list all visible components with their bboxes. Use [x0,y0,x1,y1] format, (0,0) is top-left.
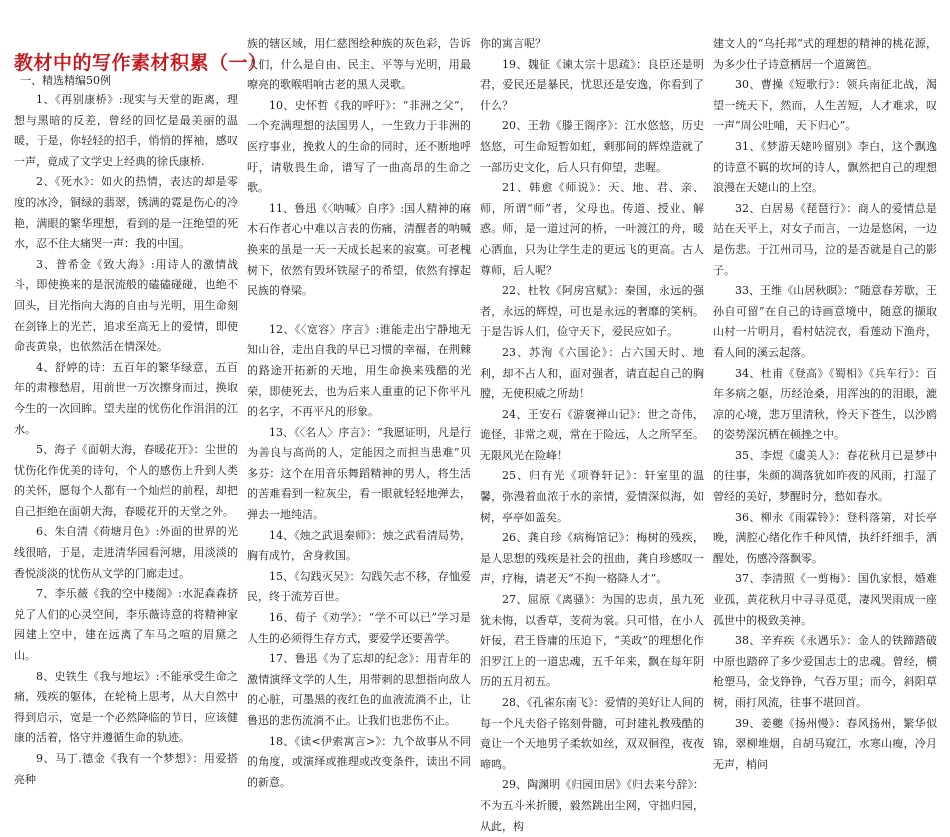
entry: 1、《再别康桥》:现实与天堂的距离，理想与黑暗的反差，曾经的回忆是最美丽的温暖，于是，你轻轻的招手，悄悄的挥袖，感叹一声，竟成了文学史上经典的徐氏康桥. [14,93,238,168]
column-2 [247,34,471,789]
entry: 34、杜甫《登高》《蜀相》《兵车行》：百年多病之躯，历经沧桑，用浑浊的的泪眼，漉凉的心境，悲万里清秋，怜天下苍生，以沙鸥的姿势深沉栖在顿挫之中。 [713,366,937,442]
entry: 3、普希金《致大海》:用诗人的激情战斗，即使换来的是泯流般的磕磕碰碰，也绝不回头，目光指向大海的自由与光明，用生命刻在剑锋上的光芒，追求至高无上的爱情，即使命丧黄泉，也依然活在情深处。 [14,257,238,354]
entry: 14、《烛之武退秦师》：烛之武看清局势，胸有成竹，舍身救国。 [247,528,471,563]
entry: 39、姜夔《扬州慢》：春风扬州，繁华似锦，翠柳堆烟，自胡马窥江，水寒山瘦，冷月无声，梢问 [713,716,937,771]
entry: 24、王安石《游褒禅山记》：世之奇伟，诡怪，非常之观，常在于险远，人之所罕至。无限风光在险峰！ [480,407,704,462]
entry: 30、曹操《短歌行》：领兵南征北战，渴望一统天下，然而，人生苦短，人才难求，叹一声“周公吐哺，天下归心”。 [713,78,937,133]
entry: 37、李清照《一剪梅》：国仇家恨，婚难业孤，黄花秋月中寻寻觅觅，凄风哭雨成一座孤世中的极致美神。 [713,572,937,627]
entry: 8、史铁生《我与地坛》:不能承受生命之痛，残疾的躯体，在轮椅上思考，从大自然中得到启示，宽是一个必然降临的节日，应该健康的活着，恪守并遵循生命的轨迹。 [14,669,238,745]
entry: 5、海子《面朝大海，春暖花开》：尘世的忧伤化作优美的诗句，个人的感伤上升到人类的关怀，愿每个人都有一个灿烂的前程，却把自己拒绝在面朝大海，春暖花开的天堂之外。 [14,443,238,518]
entry: 18、《读<伊索寓言>》：九个故事从不同的角度，或演绎或推理或改变条件，读出不同的新意。 [247,734,471,789]
entry: 35、李煜《虞美人》：春花秋月已是梦中的往事，朱颜的凋落犹如昨夜的风雨，打湿了曾经的美好，梦醒时分，愁如春水。 [713,448,937,504]
column-3 [480,34,704,833]
entry: 26、龚自珍《病梅馆记》：梅树的残疾，是人思想的残疾是社会的扭曲，龚自珍感叹一声，疗梅，请老天“不拘一格降人才”。 [480,531,704,586]
entry: 27、屈原《离骚》：为国的忠贞，虽九死犹未悔，以香草，芰荷为裳。只可惜，在小人奸佞，君王昏庸的压迫下，“美政”的理想化作汨罗江上的一道忠魂，五千年来，飘在每年阴历的五月初五。 [480,593,704,689]
entry: 10、史怀哲《我的呼吁》：“非洲之父”，一个充满理想的法国男人，一生致力于非洲的医疗事业，挽救人的生命的同时，还不断地呼吁，请敬畏生命，谱写了一曲高昂的生命之歌。 [247,98,471,195]
entry: 16、荀子《劝学》：“学不可以已”学习是人生的必须得生存方式，要爱学还要善学。 [247,611,471,645]
entry-continuation: 你的寓言呢？ [480,37,546,50]
entry-continuation: 建文人的“乌托邦”式的理想的精神的桃花源，为多少仕子诗意栖居一个道篱笆。 [713,37,937,71]
entry: 22、杜牧《阿房宫赋》：秦国，永远的强者，永远的辉煌，可也是永远的奢靡的笑柄。于是告诉人们，俭守天下，爱民应如子。 [480,284,704,339]
entry: 15、《勾践灭吴》：勾践矢志不移，存恤爱民，终于流芳百世。 [247,569,471,604]
section-subtitle: 一、精选精编50例 [20,74,111,87]
entry: 21、韩愈《师说》：天、地、君、亲、师，所谓“师”者，父母也。传道、授业、解惑。师，是一道过河的桥，一叶渡江的舟，暖心洒血，只为让学生走的更远飞的更高。古人尊师，后人呢？ [480,181,704,277]
entry: 32、白居易《琵琶行》：商人的爱情总是站在天平上，对女子而言，一边是悠闲，一边是伤悲。于江州司马，泣的是否就是自己的影子。 [713,201,937,277]
entry: 20、王勃《滕王阁序》：江水悠悠，历史悠悠，可生命短暂如虹，剩那间的辉煌造就了一部历史文化，后人只有仰望，悲喔。 [480,119,704,174]
entry: 4、舒婷的诗：五百年的繁华绿意，五百年的肃穆愁眉，用前世一万次擦身而过，换取今生的一次回眸。望夫崖的忧伤化作涓涓的江水。 [14,360,238,436]
entry: 36、柳永《雨霖铃》：登科落第，对长亭晚，满腔心绪化作千种风情，执纤纤细手，洒醒处，伤感冷落飘零。 [713,510,937,565]
entry: 17、鲁迅《为了忘却的纪念》：用青年的激情演绎文学的人生，用带刺的思想指向敌人的心脏，可墨黑的夜红色的血液流淌不止，让鲁迅的悲伤流淌不止。让我们也悲伤不止。 [247,652,471,727]
entry: 12、《〈宽容〉序言》:谁能走出宁静地无知山谷，走出自我的早已习惯的幸福，在荆棘的路途开拓新的天地，用生命换来残酷的光荣，即使死去，也为后来人重重的记下你平凡的名字，不再平凡的形象。 [247,322,471,419]
entry: 19、魏征《谏太宗十思疏》：良臣还是明君，爱民还是暴民，忧思还是安逸，你看到了什么？ [480,57,704,112]
entry: 9、马丁.德金《我有一个梦想》：用爱搭亮种 [14,752,238,786]
column-1 [14,34,238,786]
entry: 7、李乐薇《我的空中楼阁》:水泥森森挤兑了人们的心灵空间，李乐薇诗意的将精神家园建上空中，建在远离了车马之喧的眉黛之山。 [14,587,238,663]
entry: 23、苏洵《六国论》：占六国天时、地利，却不占人和，面对强者，请直起自己的胸膛，无使积威之所劫！ [480,345,704,401]
entry: 11、鲁迅《〈呐喊〉自序》:国人精神的麻木石作者心中难以言表的伤痛，清醒者的呐喊换来的虽是一天一天成长起来的寂寞。可老槐树下，依然有毁坏铁屋子的希望，依然有撑起民族的脊梁。 [247,201,471,298]
entry: 2、《死水》：如火的热情，表达的却是零度的冰冷，铜绿的翡翠，锈满的霓是伤心的冷艳，满眼的繁华理想，看到的是一汪绝望的死水，忍不住大痛哭一声：我的中国。 [14,175,238,251]
entry: 28、《孔雀东南飞》：爱情的美好让人间的每一个凡夫俗子铭刻骨髓，可封建礼教残酷的竟让一个天地男子柔软如丝，双双徊徨，夜夜啼鸣。 [480,696,704,771]
page-title: 教材中的写作素材积累（一） [14,52,268,74]
entry: 25、归有光《项脊轩记》：轩室里的温馨，弥漫着血浓于水的亲情，爱情深似海，如树，亭亭如盖矣。 [480,469,704,524]
entry: 13、《〈名人〉序言》：“我愿证明，凡是行为善良与高尚的人，定能因之而担当患难”贝多芬：这个在用音乐舞蹈精神的男人，将生活的苦难看到一粒灰尘，看一眼就轻轻地弹去，弹去一地纯洁。 [247,425,471,522]
entry: 29、陶渊明《归园田居》《归去来兮辞》：不为五斗米折腰，毅然跳出尘网，守拙归园，从此，构 [480,778,704,833]
entry: 6、朱自清《荷塘月色》:外面的世界的光线很暗，于是，走进清华园看河塘，用淡淡的香悦淡淡的忧伤从文学的门廊走过。 [14,525,238,580]
blank-line [247,302,471,320]
entry: 33、王维《山居秋暝》：“随意春芳歇，王孙自可留”在自己的诗画意境中，随意的撷取山村一片明月，看村姑浣衣，看莲动下渔舟，看人间的溪云起落。 [713,284,937,359]
column-4 [713,34,937,771]
entry: 31、《梦游天姥吟留别》李白，这个飘逸的诗意不羁的坎坷的诗人，飘然把自己的理想浪漫在天姥山的上空。 [713,139,937,195]
entry-continuation: 族的辖区域，用仁慈图绘种族的灰色彩，告诉人们，什么是自由、民主、平等与光明，用最嘹亮的歌喉唱响古老的黑人灵歌。 [247,37,471,92]
entry: 38、辛弃疾《永遇乐》：金人的铁蹄踏破中原也踏碎了多少爱国志士的忠魂。曾经，横枪塑马，金戈铮铮，气吞万里；而今，斜阳草树，雨打风流，往事不堪回首。 [713,634,937,709]
